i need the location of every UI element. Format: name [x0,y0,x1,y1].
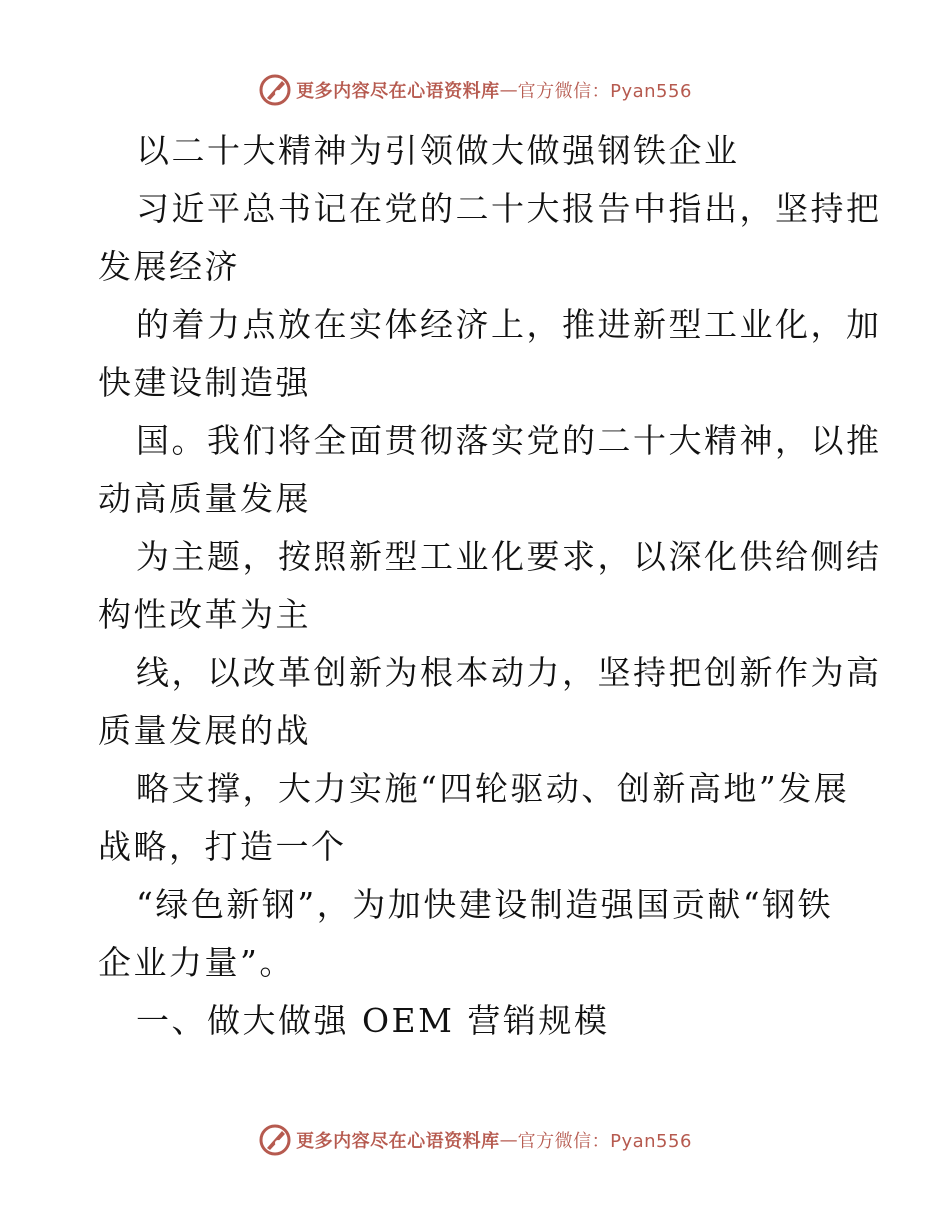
banner-separator: — [499,1129,518,1151]
banner-main-text: 更多内容尽在心语资料库 [296,81,500,102]
quill-seal-icon [258,1123,292,1157]
paragraph-line: 国。我们将全面贯彻落实党的二十大精神，以推 [136,421,882,460]
paragraph-line: “绿色新钢”，为加快建设制造强国贡献“钢铁 [136,885,834,924]
quill-seal-icon [258,73,292,107]
footer-banner [0,1120,950,1160]
header-banner [0,70,950,110]
document-title: 以二十大精神为引领做大做强钢铁企业 [136,131,740,170]
banner-main-text: 更多内容尽在心语资料库 [296,1131,500,1152]
paragraph-line: 企业力量”。 [98,943,295,982]
paragraph-line: 习近平总书记在党的二十大报告中指出，坚持把 [136,189,882,228]
banner-sub-text: 官方微信：Pyan556 [517,81,692,102]
paragraph-line: 构性改革为主 [98,595,311,634]
banner-sub-text: 官方微信：Pyan556 [517,1131,692,1152]
paragraph-line: 快建设制造强 [98,363,311,402]
paragraph-line: 质量发展的战 [98,711,311,750]
paragraph-line: 战略，打造一个 [98,827,347,866]
paragraph-line: 发展经济 [98,247,240,286]
banner-separator: — [499,79,518,101]
document-body [98,122,882,1050]
paragraph-line: 的着力点放在实体经济上，推进新型工业化，加 [136,305,882,344]
paragraph-line: 线，以改革创新为根本动力，坚持把创新作为高 [136,653,882,692]
section-heading: 一、做大做强 OEM 营销规模 [136,1001,610,1040]
paragraph-line: 动高质量发展 [98,479,311,518]
paragraph-line: 略支撑，大力实施“四轮驱动、创新高地”发展 [136,769,850,808]
paragraph-line: 为主题，按照新型工业化要求，以深化供给侧结 [136,537,882,576]
